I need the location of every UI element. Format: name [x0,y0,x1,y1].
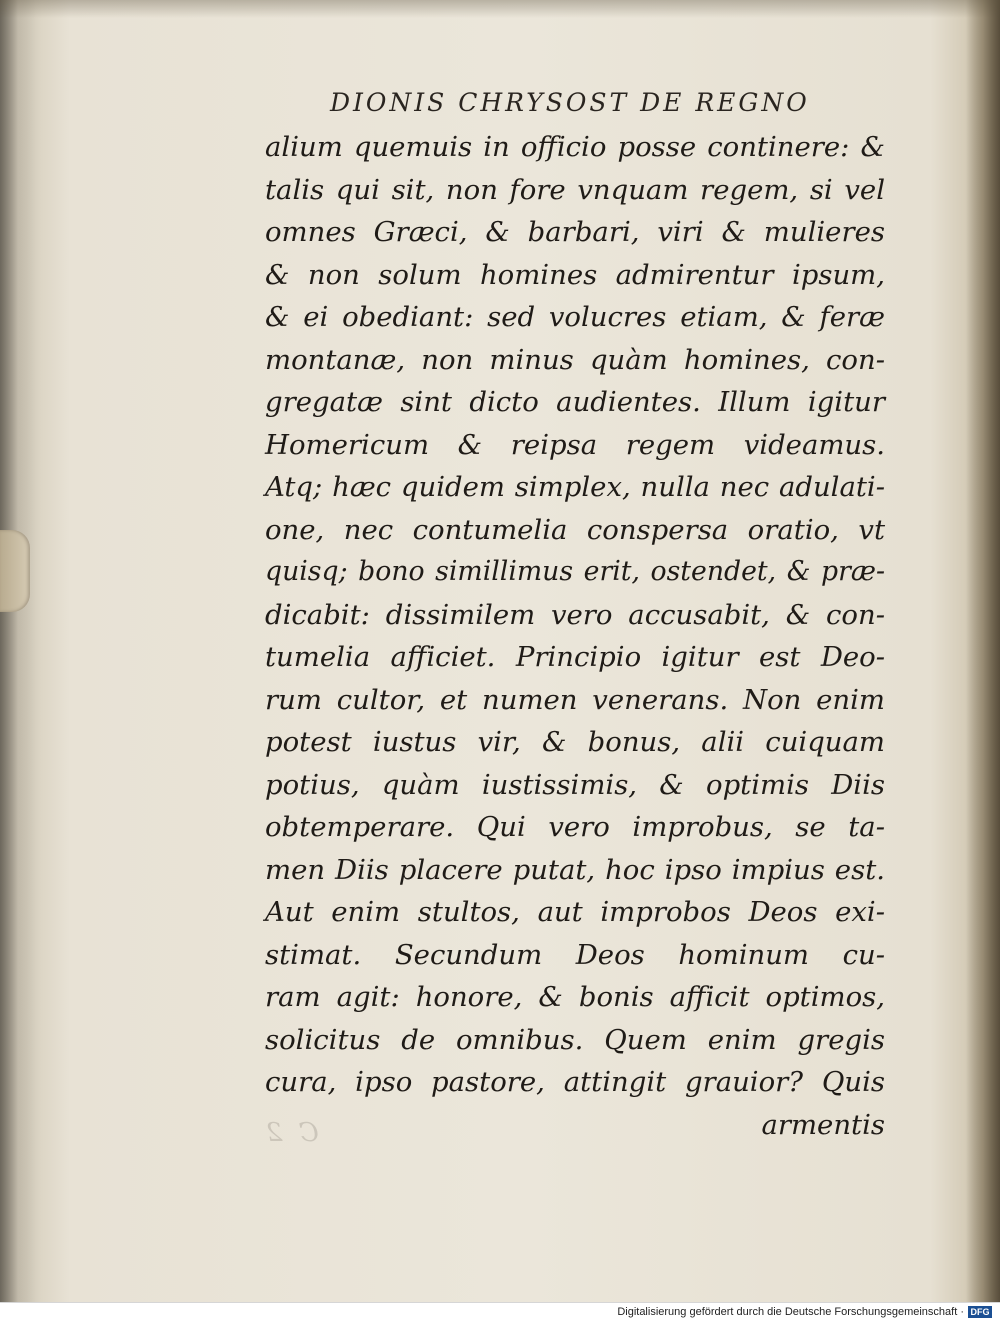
text-line: & ei obediant: sed volucres etiam, & feræ [265,301,885,333]
left-page-edge [0,0,36,1302]
text-line: dicabit: dissimilem vero accusabit, & con- [265,598,885,631]
running-head: DIONIS CHRYSOST DE REGNO [330,88,810,117]
text-line: ram agit: honore, & bonis afficit optimos, [265,981,885,1013]
text-line: stimat. Secundum Deos hominum cu- [265,938,885,971]
text-line: one, nec contumelia conspersa oratio, vt [265,513,885,546]
text-line: men Diis placere putat, hoc ipso impius est. [265,853,885,886]
footer-credit: Digitalisierung gefördert durch die Deutsche Forschungsgemeinschaft · [617,1306,964,1318]
text-line: alium quemuis in officio posse continere: & [265,131,885,163]
text-line: & non solum homines admirentur ipsum, [265,258,885,291]
text-line: solicitus de omnibus. Quem enim gregis [265,1023,885,1056]
catchword: armentis [761,1108,885,1141]
text-line: montanæ, non minus quàm homines, con- [265,343,885,376]
text-line: talis qui sit, non fore vnquam regem, si vel [265,173,885,206]
page-tab [0,530,30,612]
text-line: Atq; hæc quidem simplex, nulla nec adulati- [265,471,885,503]
text-line: tumelia afficiet. Principio igitur est Deo- [265,641,885,673]
text-line: obtemperare. Qui vero improbus, se ta- [265,811,885,843]
digitization-footer [0,1302,1000,1321]
text-block [265,126,885,1146]
text-line: cura, ipso pastore, attingit grauior? Quis [265,1066,885,1098]
top-edge-shadow [0,0,1000,18]
text-line: omnes Græci, & barbari, viri & mulieres [265,216,885,248]
text-line: potius, quàm iustissimis, & optimis Diis [265,768,885,801]
text-line: rum cultor, et numen venerans. Non enim [265,683,885,716]
bleed-through-text: C 2 [262,1118,319,1148]
right-page-edge [966,0,1000,1302]
text-line: Homericum & reipsa regem videamus. [265,428,885,461]
text-line: gregatæ sint dicto audientes. Illum igitur [265,386,885,418]
text-line: potest iustus vir, & bonus, alii cuiquam [265,726,885,758]
text-line: Aut enim stultos, aut improbos Deos exi- [265,896,885,928]
dfg-logo: DFG [968,1306,992,1318]
text-line: quisq; bono simillimus erit, ostendet, & præ- [265,556,885,587]
